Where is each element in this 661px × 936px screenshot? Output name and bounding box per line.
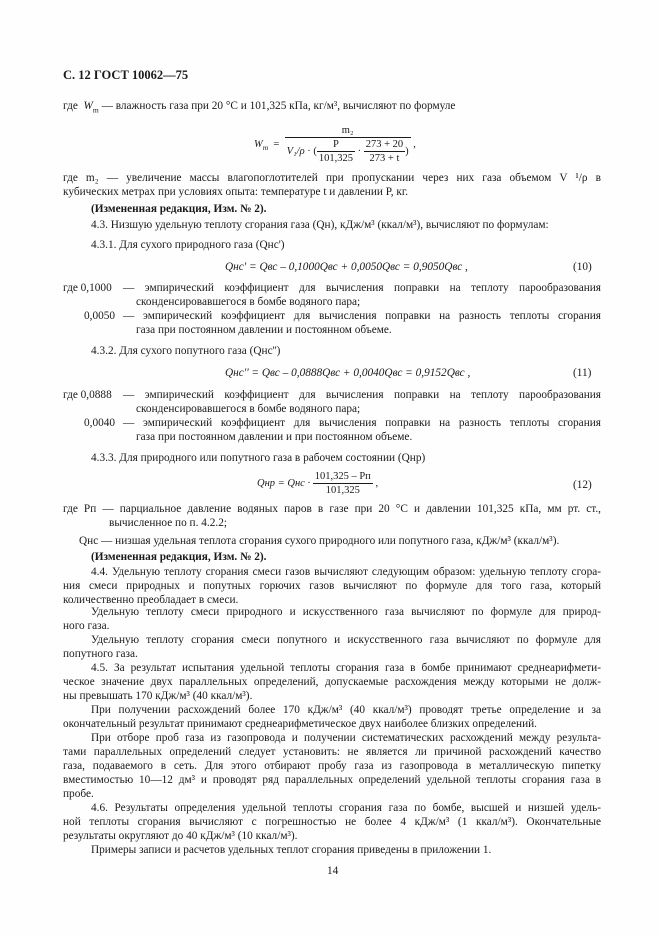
p1-text: — влажность газа при 20 °С и 101,325 кПа, кг/м³, вычисляют по формуле <box>101 100 456 112</box>
p1-line: где $W_m$ — влажность газа при 20 °С и 101,325 кПа, кг/м³, вычисляют по формуле <box>63 100 456 115</box>
s45b-line1: При получении расхождений более 170 кДж/м³ (40 ккал/м³) проводят третье определение и за <box>91 704 601 716</box>
equation-11: Qнс'' = Qвс – 0,0888Qвс + 0,0040Qвс = 0,9152Qвс , <box>225 367 471 379</box>
formula-wm-num: m₂ <box>285 124 411 138</box>
formula-wm-lhs: W <box>254 138 263 150</box>
formula-wm-inner-num: P <box>317 138 355 152</box>
equation-11-number: (11) <box>573 367 592 379</box>
section-4-3-2: 4.3.2. Для сухого попутного газа (Qнс'') <box>91 345 281 357</box>
equation-12-tail: , <box>375 477 379 489</box>
def6: Qнс — низшая удельная теплота сгорания сухого природного или попутного газа, кДж/м³ (ккал/м³). <box>79 535 560 547</box>
s45c-line1: При отборе проб газа из газопровода и получении систематических расхождений между результа- <box>91 732 601 744</box>
s46-line3: результаты округляют до 40 кДж/м³ (10 ккал/м³). <box>63 830 298 842</box>
def2-line2: газа при постоянном давлении и постоянном объеме. <box>136 324 392 336</box>
s45c-line5: пробе. <box>63 788 94 800</box>
formula-wm-lhs-sub: m <box>262 143 269 152</box>
def4-line2: газа при постоянном давлении и при постоянном объеме. <box>136 431 413 443</box>
s46-line2: ной теплоты сгорания вычисляют с погрешностью не более 4 кДж/м³ (1 ккал/м³). Окончательные <box>63 816 601 828</box>
formula-wm-frac <box>285 124 411 165</box>
s46b: Примеры записи и расчетов удельных теплот сгорания приведены в приложении 1. <box>91 844 492 856</box>
change-note-1: (Измененная редакция, Изм. № 2). <box>91 203 267 215</box>
section-4-3-3: 4.3.3. Для природного или попутного газа в рабочем состоянии (Qнр) <box>91 452 426 464</box>
s44b-line2: ного газа. <box>63 620 110 632</box>
s44c-line1: Удельную теплоту сгорания смеси попутного и искусственного газа вычисляют по формуле для <box>91 634 601 646</box>
def3-line1: — эмпирический коэффициент для вычисления поправки на теплоту парообразования <box>123 389 601 401</box>
def3-line2: сконденсировавшегося в бомбе водяного пара; <box>136 403 361 415</box>
def4-line1: — эмпирический коэффициент для вычисления поправки на разность теплоты сгорания <box>123 417 601 429</box>
s44b-line1: Удельную теплоту смеси природного и искусственного газа вычисляют по формуле для природ- <box>91 606 601 618</box>
s44-line1: 4.4. Удельную теплоту сгорания смеси газов вычисляют следующим образом: удельную теплоту сгора- <box>91 566 601 578</box>
s44c-line2: попутного газа. <box>63 648 138 660</box>
page-header: С. 12 ГОСТ 10062—75 <box>63 68 189 82</box>
formula-wm-t-den: 273 + t <box>369 153 400 164</box>
s45-line2: ческое значение двух параллельных определений, допускаемые расхождения между которыми не долж- <box>63 676 601 688</box>
s44-line3: количественно преобладает в смеси. <box>63 594 239 606</box>
def5-line1: где Pп — парциальное давление водяных паров в газе при 20 °С и давлении 101,325 кПа, мм рт. ст., <box>63 503 601 515</box>
p2-line2: кубических метрах при условиях опыта: температуре t и давлении P, кг. <box>63 186 409 198</box>
page-number: 14 <box>327 865 339 877</box>
section-4-3-1: 4.3.1. Для сухого природного газа (Qнс') <box>91 239 285 251</box>
change-note-2: (Измененная редакция, Изм. № 2). <box>91 551 267 563</box>
equation-12-lhs: Qнр = Qнс · <box>257 477 311 489</box>
def4-coef: 0,0040 <box>84 417 116 429</box>
s44-line2: ния смеси природных и попутных горючих газов вычисляют по формуле для того газа, который <box>63 580 601 592</box>
s46-line1: 4.6. Результаты определения удельной теплоты сгорания газа по бомбе, высшей и низшей удель- <box>91 802 601 814</box>
def1-line2: сконденсировавшегося в бомбе водяного пара; <box>136 296 361 308</box>
equation-12-den: 101,325 <box>325 485 360 496</box>
section-4-3: 4.3. Низшую удельную теплоту сгорания газа (Qн), кДж/м³ (ккал/м³), вычисляют по формулам: <box>91 219 549 231</box>
equation-12-num: 101,325 – Pп <box>314 471 371 482</box>
formula-wm: $W_m$ = m₂ V₁/ρ · ( $\frac{P}{101,325}$ · $\frac{273 + 20}{273 + t}$ ) , <box>254 125 416 164</box>
s45b-line2: окончательный результат принимают среднеарифметическое двух наиболее близких определений. <box>63 718 538 730</box>
p1-prefix: где <box>63 100 78 112</box>
def1-line1: — эмпирический коэффициент для вычисления поправки на теплоту парообразования <box>123 282 601 294</box>
formula-wm-den: V₁/ρ · ( $\frac{P}{101,325}$ · $\frac{273 + 20}{273 + t}$ ) <box>286 139 409 164</box>
def5-line2: вычисленное по п. 4.2.2; <box>109 517 227 529</box>
s45-line3: ны превышать 170 кДж/м³ (40 ккал/м³). <box>63 690 253 702</box>
s45c-line4: вместимостью 10—12 дм³ и проводят ряд параллельных определений удельной теплоты сгорания газа в <box>63 774 601 786</box>
def3-coef: где 0,0888 <box>63 389 112 401</box>
formula-wm-den-a: V₁/ρ <box>286 145 305 157</box>
s45-line1: 4.5. За результат испытания удельной теплоты сгорания газа в бомбе принимают среднеарифмети- <box>91 662 601 674</box>
equation-10-number: (10) <box>573 261 592 273</box>
formula-wm-inner-den: 101,325 <box>318 153 353 164</box>
def2-coef: 0,0050 <box>84 310 116 322</box>
formula-wm-t-num: 273 + 20 <box>365 139 404 150</box>
equation-10: Qнс' = Qвс – 0,1000Qвс + 0,0050Qвс = 0,9050Qвс , <box>225 261 468 273</box>
p2-line1: где m₂ — увеличение массы влагопоглотителей при пропускании через них газа объемом V ¹/ρ в <box>63 172 601 184</box>
equation-12-number: (12) <box>573 479 592 491</box>
s45c-line2: тами параллельных определений следует установить: не является ли причиной расхождений качество <box>63 746 601 758</box>
def2-line1: — эмпирический коэффициент для вычисления поправки на разность теплоты сгорания <box>123 310 601 322</box>
s45c-line3: газа, подаваемого в сеть. Для этого отбирают пробу газа из газопровода в металлическую пипетку <box>63 760 601 772</box>
def1-coef: где 0,1000 <box>63 282 112 294</box>
equation-12 <box>257 470 378 497</box>
